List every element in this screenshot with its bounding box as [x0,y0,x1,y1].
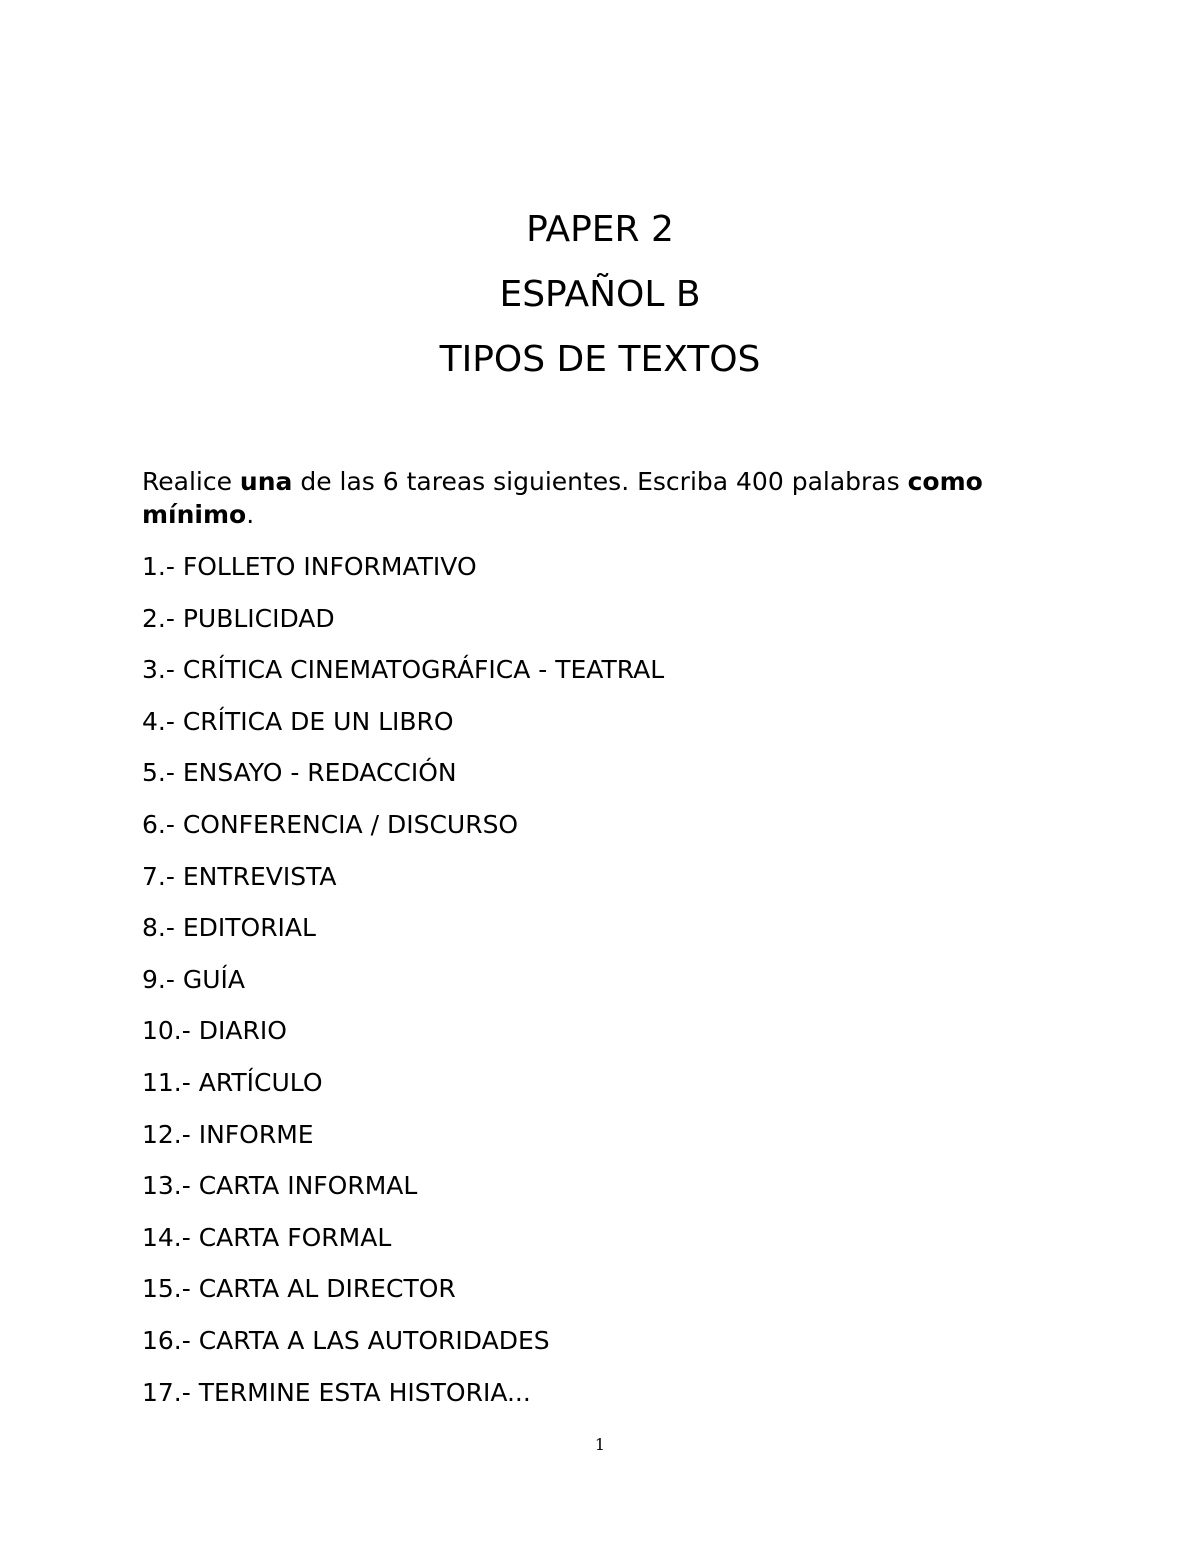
intro-bold-una: una [239,467,293,496]
task-item: 9.- GUÍA [142,964,245,994]
task-item: 1.- FOLLETO INFORMATIVO [142,552,477,581]
task-item: 14.- CARTA FORMAL [142,1222,392,1252]
task-item: 8.- EDITORIAL [142,913,316,943]
task-item: 2.- PUBLICIDAD [142,603,335,633]
task-item: 5.- ENSAYO - REDACCIÓN [142,758,457,788]
task-item: 10.- DIARIO [142,1016,287,1046]
task-item: 4.- CRÍTICA DE UN LIBRO [142,706,454,736]
title-block [0,206,1200,401]
task-item: 7.- ENTREVISTA [142,861,337,891]
intro-text-2: de las 6 tareas siguientes. Escriba 400 palabras [292,467,908,496]
title-paper: PAPER 2 [526,209,674,250]
task-item: 16.- CARTA A LAS AUTORIDADES [142,1325,550,1355]
task-item: 12.- INFORME [142,1119,314,1149]
task-item: 3.- CRÍTICA CINEMATOGRÁFICA - TEATRAL [142,655,665,685]
intro-text-3: . [246,500,255,529]
intro-bold-minimo: como mínimo [142,467,983,529]
task-item: 6.- CONFERENCIA / DISCURSO [142,809,519,839]
intro-text-1: Realice [142,467,240,496]
task-item: 11.- ARTÍCULO [142,1067,323,1097]
task-item: 15.- CARTA AL DIRECTOR [142,1274,456,1304]
page-number: 1 [594,1435,606,1454]
task-item: 13.- CARTA INFORMAL [142,1171,418,1201]
task-item: 17.- TERMINE ESTA HISTORIA... [142,1377,531,1407]
title-text-types: TIPOS DE TEXTOS [439,339,761,380]
task-list [142,549,664,1426]
instructions-paragraph [142,465,1022,531]
title-subject: ESPAÑOL B [499,274,701,315]
